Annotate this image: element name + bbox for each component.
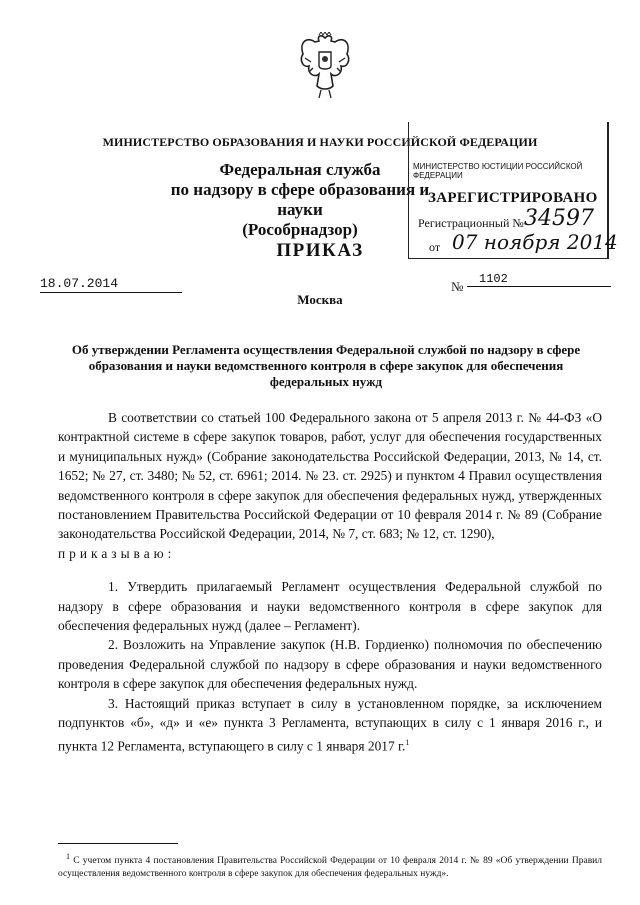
item-2: 2. Возложить на Управление закупок (Н.В. Гордиенко) полномочия по обеспечению проведения Федеральной службой по надзору в сфере образования и науки ведомственного контроля в сфере закупок для обеспечения федеральных нужд. — [58, 637, 602, 692]
preamble-paragraph: В соответствии со статьей 100 Федерального закона от 5 апреля 2013 г. № 44-ФЗ «О контрактной системе в сфере закупок товаров, работ, услуг для обеспечения государственных и муниципальных нужд» (Собрание законодательства Российской Федерации, 2013, № 14, ст. 1652; № 27, ст. 3480; № 52, ст. 6961; 2014. № 23. ст. 2925) и пунктом 4 Правил осуществления ведомственного контроля в сфере закупок для обеспечения федеральных нужд, утвержденных постановлением Правительства Российской Федерации от 10 февраля 2014 г. № 89 (Собрание законодательства Российской Федерации, 2014, № 7, ст. 683; № 12, ст. 1290), — [58, 410, 602, 542]
service-name — [150, 160, 450, 240]
order-date: 18.07.2014 — [40, 276, 182, 293]
footnote-ref: 1 — [405, 737, 410, 747]
document-body — [58, 408, 602, 755]
stamp-ministry: МИНИСТЕРСТВО ЮСТИЦИИ РОССИЙСКОЙ ФЕДЕРАЦИИ — [413, 162, 583, 180]
item-3-text: 3. Настоящий приказ вступает в силу в установленном порядке, за исключением подпунктов «б», «д» и «е» пункта 3 Регламента, вступающих в силу с 1 января 2016 г., и пункта 12 Регламента, вступающего в силу с 1 января 2017 г. — [58, 695, 602, 753]
item-3 — [58, 694, 602, 756]
document-title: Об утверждении Регламента осуществления Федеральной службой по надзору в сфере образования и науки ведомственного контроля в сфере закупок для обеспечения федеральных нужд — [71, 342, 581, 389]
document-type: ПРИКАЗ — [276, 240, 364, 261]
service-line-2: по надзору в сфере образования и науки — [170, 180, 430, 219]
footnote — [58, 850, 602, 881]
item-1: 1. Утвердить прилагаемый Регламент осуществления Федеральной службой по надзору в сфере образования и науки ведомственного контроля в сфере закупок для обеспечения федеральных нужд (далее – Регламент). — [58, 579, 602, 634]
stamp-reg-number: 34597 — [524, 206, 594, 231]
order-number-label: № — [451, 279, 464, 294]
footnote-divider — [58, 843, 178, 844]
service-line-3: (Рособрнадзор) — [242, 220, 358, 239]
coat-of-arms-emblem — [297, 32, 353, 100]
stamp-registered-label: ЗАРЕГИСТРИРОВАНО — [428, 190, 598, 206]
city: Москва — [297, 292, 343, 307]
stamp-date-label: от — [429, 240, 441, 254]
service-line-1: Федеральная служба — [219, 160, 381, 179]
footnote-mark: 1 — [66, 852, 70, 861]
order-word: приказываю: — [58, 545, 176, 561]
footnote-text: С учетом пункта 4 постановления Правительства Российской Федерации от 10 февраля 2014 г. № 89 «Об утверждении Правил осуществления ведомственного контроля в сфере закупок для обеспечения федеральных нужд». — [58, 856, 603, 880]
order-number: 1102 — [467, 272, 611, 287]
stamp-reg-number-label: Регистрационный № — [418, 216, 524, 230]
ministry-name: МИНИСТЕРСТВО ОБРАЗОВАНИЯ И НАУКИ РОССИЙСКОЙ ФЕДЕРАЦИИ — [102, 135, 538, 149]
stamp-date: 07 ноября 2014 — [452, 230, 618, 254]
